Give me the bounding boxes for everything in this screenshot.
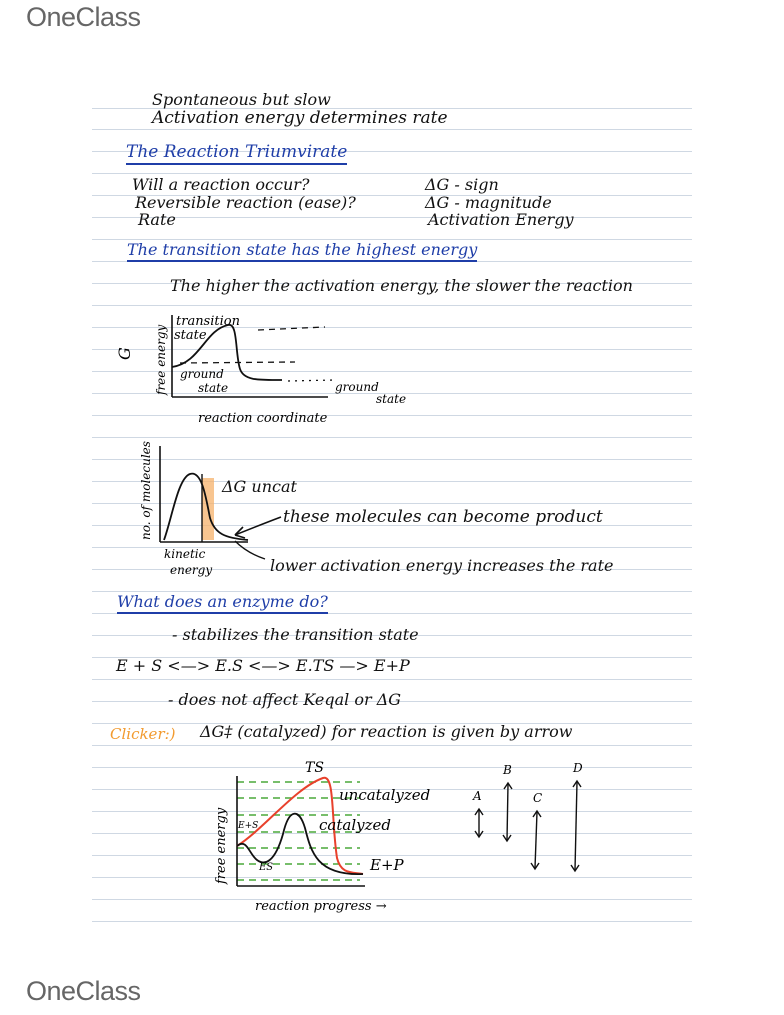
- arrow-c[interactable]: [531, 791, 542, 869]
- logo-text: OneClass: [26, 976, 141, 1006]
- graph1-x-label: reaction coordinate: [198, 411, 328, 426]
- graph2-x-label-2: energy: [170, 563, 213, 577]
- triumvirate-question-2: Reversible reaction (ease)?: [135, 193, 356, 212]
- enzyme-heading: What does an enzyme do?: [117, 592, 328, 614]
- triumvirate-question-3: Rate: [138, 210, 176, 229]
- enzyme-bullet-2: - does not affect Keqal or ΔG: [168, 690, 402, 709]
- triumvirate-answer-1: ΔG - sign: [425, 175, 499, 194]
- delta-g-uncat-label: ΔG uncat: [222, 477, 297, 496]
- energy-profile-graph: [110, 305, 440, 430]
- ground1-label-2: state: [198, 381, 229, 395]
- svg-text:D: D: [573, 761, 583, 775]
- arrow-a[interactable]: [472, 789, 483, 837]
- graph2-x-label-1: kinetic: [164, 547, 206, 561]
- enzyme-bullet-1: - stabilizes the transition state: [172, 625, 419, 644]
- clicker-label: Clicker:): [110, 725, 176, 743]
- svg-text:C: C: [533, 791, 543, 805]
- reaction-scheme: E + S <—> E.S <—> E.TS —> E+P: [116, 656, 410, 675]
- transition-note: The higher the activation energy, the slower the reaction: [170, 276, 633, 295]
- logo-text: OneClass: [26, 2, 141, 32]
- catalysis-graph: [205, 758, 625, 920]
- ground1-label-1: ground: [180, 367, 224, 381]
- svg-text:B: B: [503, 763, 512, 777]
- es-plus-label: E+S: [238, 821, 259, 831]
- triumvirate-answer-3: Activation Energy: [428, 210, 574, 229]
- lower-activation-note: lower activation energy increases the rate: [270, 556, 614, 575]
- g-symbol: G: [115, 347, 134, 360]
- ts-label: TS: [305, 760, 324, 776]
- triumvirate-question-1: Will a reaction occur?: [132, 175, 310, 194]
- catalyzed-label: catalyzed: [319, 816, 391, 834]
- ground2-label-2: state: [376, 392, 407, 406]
- transition-label-2: state: [174, 328, 207, 343]
- graph2-y-label: no. of molecules: [139, 441, 153, 540]
- triumvirate-answer-2: ΔG - magnitude: [425, 193, 552, 212]
- uncatalyzed-label: uncatalyzed: [339, 786, 431, 804]
- molecules-note: these molecules can become product: [283, 507, 603, 527]
- graph3-x-label: reaction progress →: [255, 899, 387, 914]
- es-label: ES: [259, 862, 274, 873]
- intro-line-2: Activation energy determines rate: [152, 108, 448, 128]
- transition-heading: The transition state has the highest energy: [127, 240, 477, 262]
- graph3-y-label: free energy: [214, 807, 229, 884]
- graph1-y-label: free energy: [154, 324, 168, 395]
- triumvirate-heading: The Reaction Triumvirate: [126, 142, 347, 165]
- svg-text:A: A: [473, 789, 482, 803]
- ground2-label-1: ground: [335, 380, 379, 394]
- ground-dashes-1: [180, 362, 295, 363]
- clicker-question: ΔG‡ (catalyzed) for reaction is given by arrow: [200, 722, 573, 741]
- arrow-b[interactable]: [502, 763, 512, 841]
- intro-line-1: Spontaneous but slow: [152, 90, 331, 109]
- arrow-d[interactable]: [571, 761, 583, 871]
- ground-dashes-2: [288, 380, 335, 381]
- transition-label-1: transition: [176, 314, 240, 329]
- transition-dashes: [258, 327, 325, 330]
- ep-label: E+P: [370, 856, 404, 874]
